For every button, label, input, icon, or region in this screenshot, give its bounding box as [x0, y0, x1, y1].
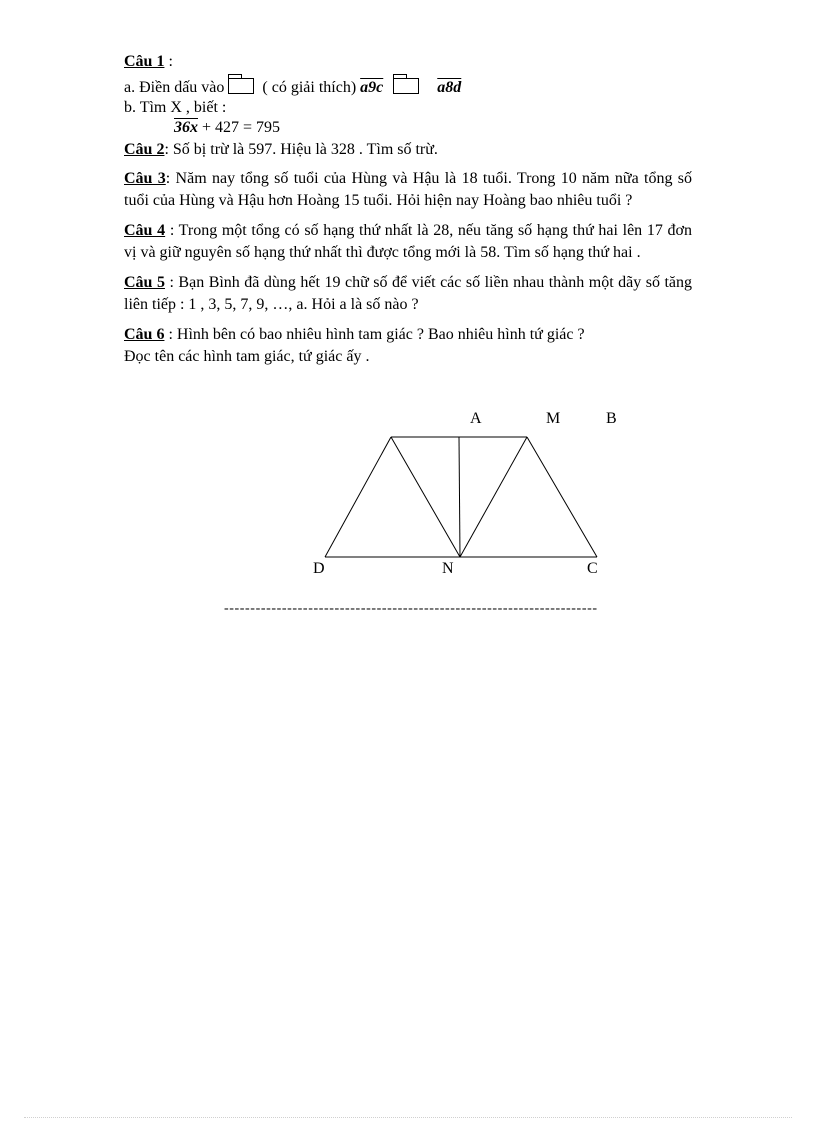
worksheet [124, 52, 692, 368]
question-6: Câu 6 : Hình bên có bao nhiêu hình tam giác ? Bao nhiêu hình tứ giác ? Đọc tên các hình tam giác, tứ giác ấy . [124, 326, 585, 365]
question-2: Câu 2: Số bị trừ là 597. Hiệu là 328 . Tìm số trừ. [124, 141, 438, 158]
segment-BN [460, 437, 527, 557]
point-label-N: N [442, 560, 454, 577]
question-3-heading: Câu 3 [124, 170, 166, 187]
question-3: Câu 3: Năm nay tổng số tuổi của Hùng và Hậu là 18 tuổi. Trong 10 năm nữa tổng số tuổi của Hùng và Hậu hơn Hoàng 15 tuổi. Hỏi hiện nay Hoàng bao nhiêu tuổi ? [124, 170, 693, 209]
point-label-A: A [470, 410, 482, 427]
folder-box-icon [228, 78, 254, 94]
question-1b: b. Tìm X , biết : [124, 99, 227, 116]
question-5: Câu 5 : Bạn Bình đã dùng hết 19 chữ số để viết các số liền nhau thành một dãy số tăng liên tiếp : 1 , 3, 5, 7, 9, …, a. Hỏi a là số nào ? [124, 274, 693, 313]
question-1-heading: Câu 1 [124, 53, 165, 70]
question-4-heading: Câu 4 [124, 222, 166, 239]
overline-number-a9c: a9c [360, 79, 384, 96]
point-label-D: D [313, 560, 325, 577]
folder-box-icon [393, 78, 419, 94]
question-1: Câu 1 : [124, 53, 173, 70]
trapezoid-diagram [300, 405, 640, 585]
segment-BC [527, 437, 597, 557]
equation: 36x + 427 = 795 [174, 119, 281, 136]
overline-number-36x: 36x [174, 119, 198, 136]
segment-MN [459, 437, 460, 557]
geometry-figure [300, 405, 640, 585]
point-label-B: B [606, 410, 617, 427]
overline-number-a8d: a8d [437, 79, 462, 96]
question-4: Câu 4 : Trong một tổng có số hạng thứ nhất là 28, nếu tăng số hạng thứ hai lên 17 đơn vị và giữ nguyên số hạng thứ nhất thì được tổng mới là 58. Tìm số hạng thứ hai . [124, 222, 693, 261]
question-5-heading: Câu 5 [124, 274, 165, 291]
question-6-heading: Câu 6 [124, 326, 165, 343]
question-2-heading: Câu 2 [124, 141, 165, 158]
page-bottom-border [24, 1117, 792, 1118]
segment-AN [391, 437, 460, 557]
divider-line: ----------------------------------------------------------------------- [224, 601, 598, 616]
question-1a: a. Điền dấu vào ( có giải thích) a9c a8d [124, 79, 462, 96]
point-label-M: M [546, 410, 561, 427]
point-label-C: C [587, 560, 598, 577]
segment-DA [325, 437, 391, 557]
